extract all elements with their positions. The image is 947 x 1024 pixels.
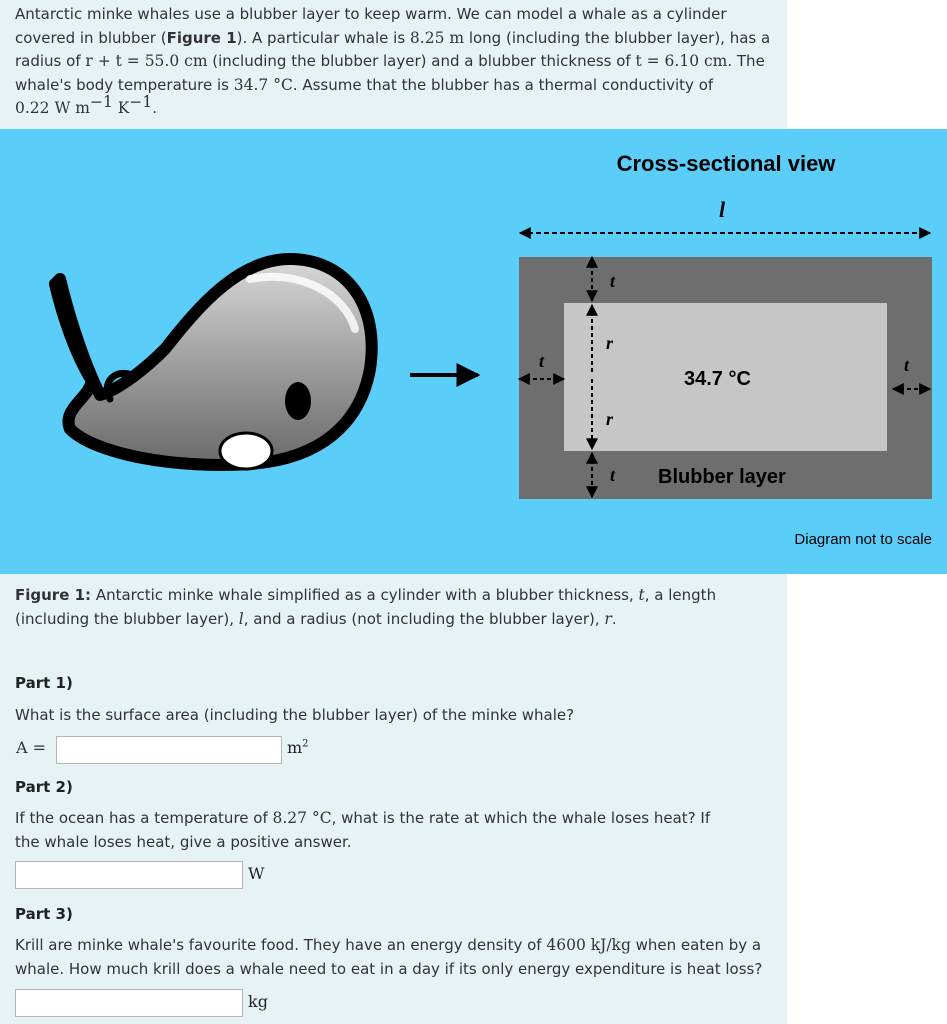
part2-text: If the ocean has a temperature of [15,809,273,827]
body-temperature: 34.7 °C [233,75,293,94]
intro-text: Antarctic minke whales use a blubber layer to keep warm. We can model a whale as a cylinder covered in blubber ( [15,5,727,47]
part2-heading: Part 2) [15,778,73,796]
exponent: −1 [129,93,153,111]
ocean-temperature: 8.27 °C [272,809,332,827]
part3-text: when eaten by a whale. How much krill does a whale need to eat in a day if its only energy expenditure is heat loss? [15,936,763,978]
caption-text: , and a radius (not including the blubber layer), [243,610,605,628]
part2-text: , what is the rate at which the whale loses heat? If the whale loses heat, give a positive answer. [15,809,711,851]
unit-exponent: 2 [302,738,309,750]
figure-title: Cross-sectional view [616,151,836,176]
intro-paragraph [15,3,775,121]
part3-question [15,933,765,981]
whale-mouth-spot [220,433,272,469]
part3-text: Krill are minke whale's favourite food. They have an energy density of [15,936,547,954]
whale-length: 8.25 m [409,28,465,47]
exponent: −1 [90,93,113,111]
krill-mass-input[interactable] [15,989,243,1017]
intro-text: . [152,99,158,117]
heat-loss-input[interactable] [15,861,243,889]
figure-1 [0,129,947,574]
unit-kelvin: K [112,99,130,117]
t-label-left: t [539,351,545,371]
caption-text: . [611,610,617,628]
part1-heading: Part 1) [15,674,73,692]
length-label: l [718,197,726,222]
figure-reference: Figure 1 [166,28,237,47]
blubber-layer-label: Blubber layer [658,466,786,488]
caption-var-t: t [638,586,645,604]
part1-question: What is the surface area (including the blubber layer) of the minke whale? [15,706,575,724]
r-label-lower: r [606,409,614,429]
whale-illustration [55,259,372,469]
part1-unit [287,738,309,757]
intro-text: long (including the blubber layer), has a radius of [15,28,771,70]
energy-density: 4600 kJ/kg [546,936,631,954]
whale-radius: r + t = 55.0 cm [85,52,208,70]
thermal-conductivity: 0.22 W m [15,99,90,117]
part2-question [15,806,735,854]
caption-var-l: l [238,610,244,628]
r-label-upper: r [606,333,614,353]
intro-text: . The whale's body temperature is [15,52,765,94]
blubber-thickness: t = 6.10 cm [635,52,728,70]
scale-note: Diagram not to scale [794,531,932,548]
intro-text: . Assume that the blubber has a thermal conductivity of [292,75,714,94]
caption-text: Antarctic minke whale simplified as a cylinder with a blubber thickness, [91,586,639,604]
intro-text: (including the blubber layer) and a blubber thickness of [207,52,636,70]
figure-caption [15,583,735,631]
unit-m: m [287,738,303,757]
t-label-bottom: t [610,465,616,485]
figure-diagram [0,129,947,574]
caption-text: , a length (including the blubber layer), [15,586,717,628]
part2-unit: W [248,864,265,883]
part3-heading: Part 3) [15,905,73,923]
part3-unit: kg [248,992,268,1011]
part1-lhs: A = [16,738,47,757]
caption-label: Figure 1: [15,586,92,604]
whale-eye-icon [285,382,311,420]
t-label-right: t [904,355,910,375]
surface-area-input[interactable] [56,736,282,764]
inner-temperature-label: 34.7 °C [684,368,751,390]
intro-text: ). A particular whale is [236,28,410,47]
t-label-top: t [610,271,616,291]
caption-var-r: r [604,610,612,628]
